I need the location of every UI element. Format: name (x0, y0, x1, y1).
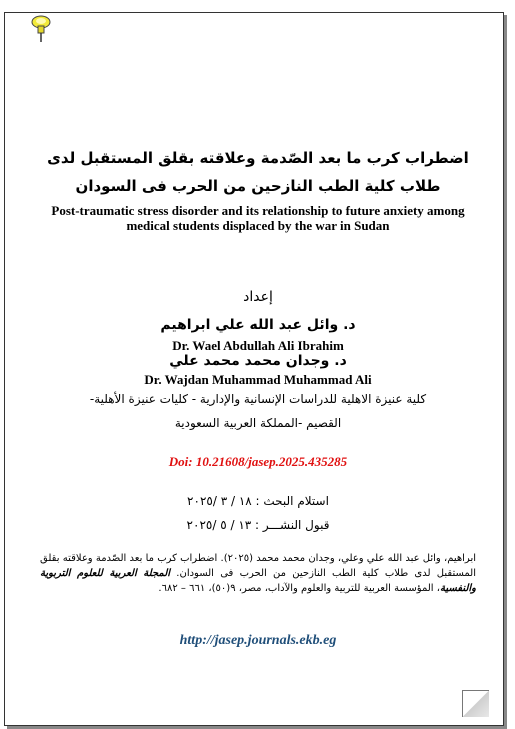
doi[interactable]: Doi: 10.21608/jasep.2025.435285 (168, 454, 348, 469)
journal-url-link[interactable]: http://jasep.journals.ekb.eg (179, 633, 337, 648)
received-date: استلام البحث : ١٨ / ٣ /٢٠٢٥ (187, 494, 329, 508)
prepared-by-label: إعداد (243, 289, 273, 305)
pushpin-icon (28, 14, 54, 44)
citation-part-1: ابراهيم، وائل عبد الله علي وعلي، وجدان محمد محمد (٢٠٢٥). اضطراب كرب ما بعد الصّدمة وعلاقته بقلق المستقبل لدى طلاب كلية الطب النازحين من الحرب فى السودان. (40, 553, 477, 579)
affiliation-line-1: كلية عنيزة الاهلية للدراسات الإنسانية والإدارية - كليات عنيزة الأهلية- (89, 392, 427, 406)
accepted-date: قبول النشـــر : ١٣ / ٥ /٢٠٢٥ (186, 518, 330, 532)
citation (40, 551, 476, 596)
citation-journal: المجلة العربية للعلوم التربوية والنفسية (40, 568, 476, 594)
affiliation-line-2: القصيم -المملكة العربية السعودية (174, 416, 342, 430)
page-curl-corner (462, 690, 489, 717)
title-arabic-line-2: طلاب كلية الطب النازحين من الحرب فى السودان (75, 177, 441, 195)
author-2-english: Dr. Wajdan Muhammad Muhammad Ali (144, 372, 372, 387)
title-arabic-line-1: اضطراب كرب ما بعد الصّدمة وعلاقته بقلق المستقبل لدى (47, 149, 469, 167)
author-1-english: Dr. Wael Abdullah Ali Ibrahim (172, 338, 344, 353)
author-2-arabic: د. وجدان محمد محمد علي (169, 353, 347, 369)
citation-part-2: ، المؤسسة العربية للتربية والعلوم والآداب، مصر، ٩(٥٠)، ٦٦١ – ٦٨٢. (158, 583, 440, 594)
title-english: Post-traumatic stress disorder and its relationship to future anxiety among medical students displaced by the war in Sudan (51, 203, 465, 233)
author-1-arabic: د. وائل عبد الله علي ابراهيم (160, 317, 356, 333)
page-frame (4, 12, 504, 726)
